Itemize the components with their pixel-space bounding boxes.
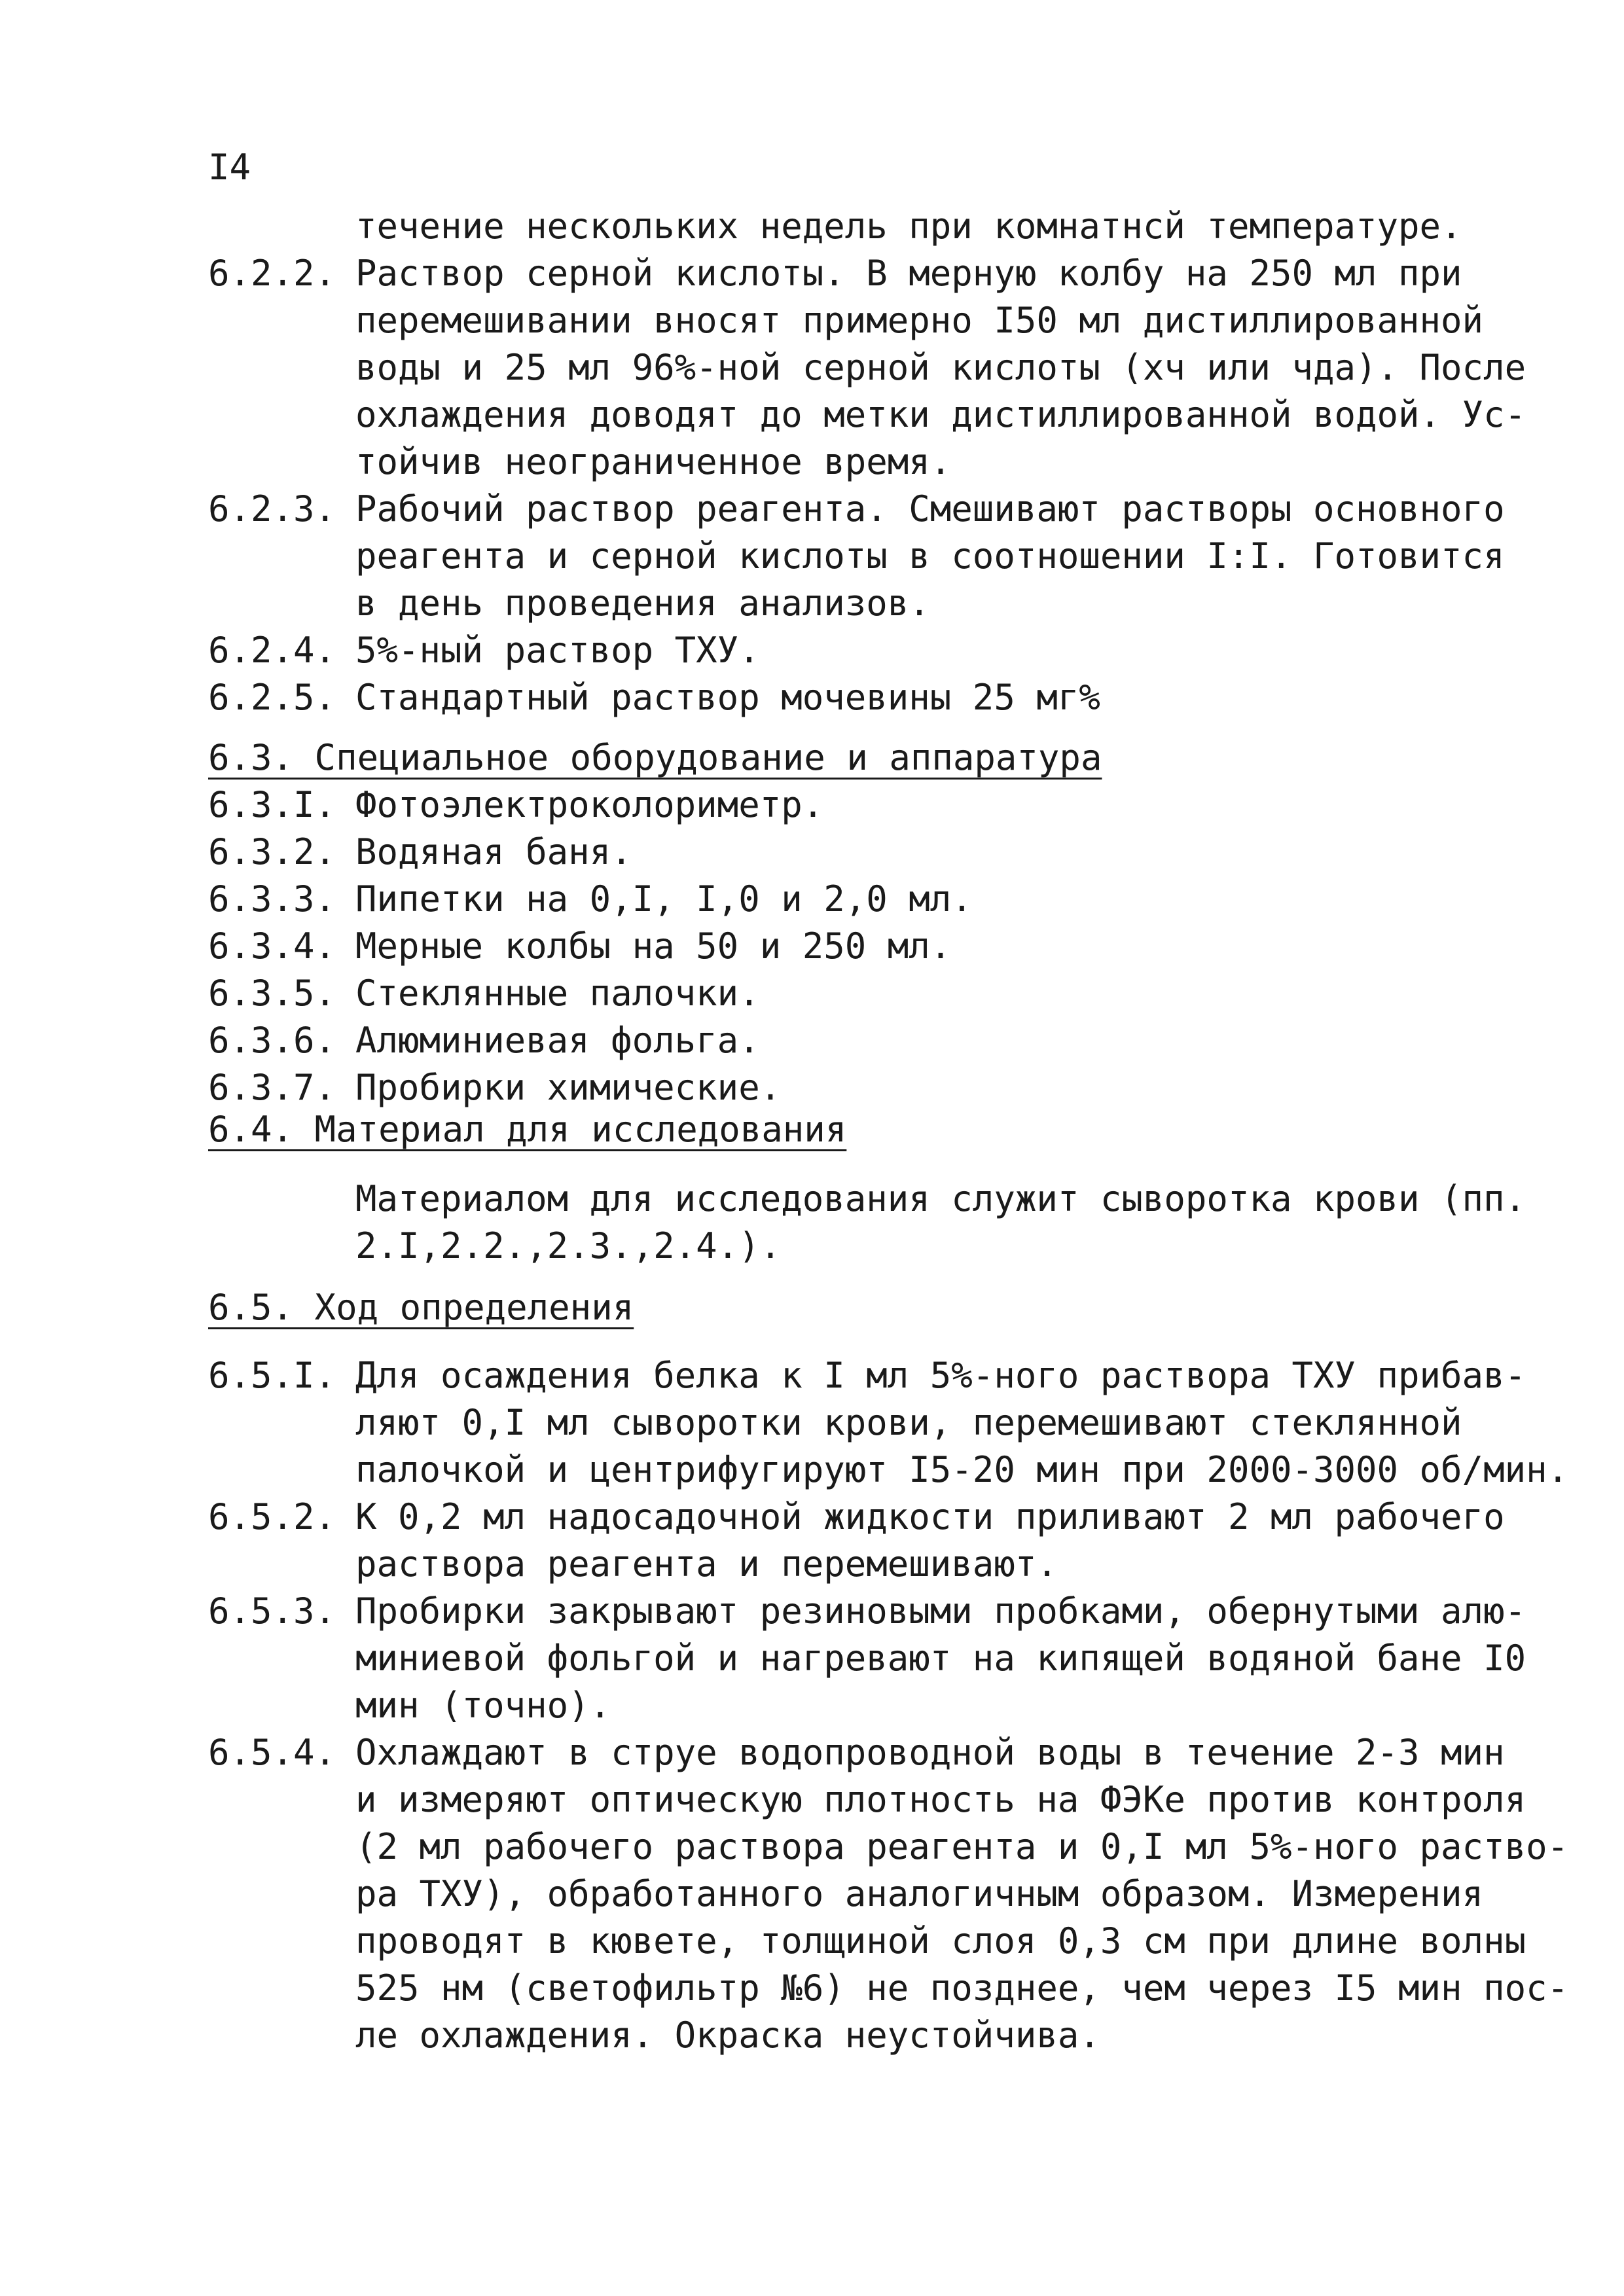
item-number: 6.3.7. [208, 1067, 336, 1108]
text-line: и измеряют оптическую плотность на ФЭКе против контроля [355, 1779, 1526, 1820]
text-line: раствора реагента и перемешивают. [355, 1543, 1058, 1585]
item-text [355, 1494, 1505, 1588]
text-line: воды и 25 мл 96%-ной серной кислоты (хч или чда). После [355, 347, 1526, 388]
item-number: 6.3.4. [208, 925, 336, 967]
text-line: Стандартный раствор мочевины 25 мг% [355, 677, 1100, 718]
item-number: 6.3.3. [208, 878, 336, 920]
item-text: Стеклянные палочки. [355, 973, 760, 1014]
list-item [208, 203, 1491, 250]
item-text [355, 627, 1491, 674]
text-line: Рабочий раствор реагента. Смешивают растворы основного [355, 488, 1505, 529]
item-text: Алюминиевая фольга. [355, 1020, 760, 1061]
item-text: Пипетки на 0,I, I,0 и 2,0 мл. [355, 878, 973, 920]
list-item-6-5-3 [208, 1588, 1526, 1729]
list-item-6-5-1 [208, 1352, 1569, 1494]
text-line: проводят в кювете, толщиной слоя 0,3 см при длине волны [355, 1920, 1526, 1962]
text-line: Раствор серной кислоты. В мерную колбу на 250 мл при [355, 253, 1462, 294]
section-heading-6-5: 6.5. Ход определения [208, 1287, 634, 1328]
item-text [355, 674, 1491, 721]
list-item-6-2-2 [208, 250, 1526, 486]
section-heading-6-4: 6.4. Материал для исследования [208, 1109, 847, 1150]
item-text [355, 486, 1505, 627]
item-number: 6.3.6. [208, 1020, 336, 1061]
text-line: Материалом для исследования служит сыворотка крови (пп. [355, 1178, 1526, 1219]
text-line: Для осаждения белка к I мл 5%-ного раствора ТХУ прибав- [355, 1355, 1526, 1396]
item-text: Фотоэлектроколориметр. [355, 784, 824, 825]
item-text: Водяная баня. [355, 831, 632, 872]
text-line: миниевой фольгой и нагревают на кипящей водяной бане I0 [355, 1638, 1526, 1679]
list-item-6-2-5 [208, 674, 1491, 721]
item-number: 6.5.I. [208, 1355, 336, 1396]
text-line: мин (точно). [355, 1685, 611, 1726]
page-number: I4 [208, 147, 251, 188]
item-text [355, 1588, 1526, 1729]
item-text [355, 1352, 1568, 1494]
item-text: Пробирки химические. [355, 1067, 782, 1108]
list-item [208, 876, 1491, 923]
section-6-5-list [208, 1352, 1569, 2059]
list-item [208, 1064, 1491, 1111]
item-number: 6.2.3. [208, 488, 336, 529]
item-text: Мерные колбы на 50 и 250 мл. [355, 925, 952, 967]
intro-line: течение нескольких недель при комнатнсй температуре. [355, 206, 1462, 247]
text-line: ра ТХУ), обработанного аналогичным образом. Измерения [355, 1873, 1484, 1914]
section-6-2-list [208, 250, 1526, 721]
item-number: 6.5.4. [208, 1732, 336, 1773]
text-line: перемешивании вносят примерно I50 мл дистиллированной [355, 300, 1484, 341]
text-line: Охлаждают в струе водопроводной воды в течение 2-3 мин [355, 1732, 1505, 1773]
list-item-6-5-2 [208, 1494, 1505, 1588]
text-line: реагента и серной кислоты в соотношении I:I. Готовится [355, 535, 1505, 577]
text-line: охлаждения доводят до метки дистиллированной водой. Ус- [355, 394, 1526, 435]
item-number: 6.2.4. [208, 630, 336, 671]
list-item [208, 829, 1491, 876]
text-line: К 0,2 мл надосадочной жидкости приливают 2 мл рабочего [355, 1496, 1505, 1537]
item-number: 6.2.5. [208, 677, 336, 718]
list-item [208, 781, 1491, 829]
item-number: 6.3.5. [208, 973, 336, 1014]
text-line: ляют 0,I мл сыворотки крови, перемешивают стеклянной [355, 1402, 1462, 1443]
item-number: 6.3.2. [208, 831, 336, 872]
item-number: 6.5.2. [208, 1496, 336, 1537]
list-item [208, 970, 1491, 1017]
text-line: в день проведения анализов. [355, 583, 930, 624]
item-text [355, 250, 1526, 486]
section-6-3-list [208, 781, 1491, 1111]
text-line: 5%-ный раствор ТХУ. [355, 630, 760, 671]
section-6-4-paragraph [355, 1175, 1526, 1270]
item-number: 6.5.3. [208, 1590, 336, 1632]
item-text [355, 1729, 1568, 2059]
list-item [208, 923, 1491, 970]
text-line: палочкой и центрифугируют I5-20 мин при 2000-3000 об/мин. [355, 1449, 1569, 1490]
list-item-6-2-3 [208, 486, 1505, 627]
list-item-6-5-4 [208, 1729, 1569, 2059]
text-line: Пробирки закрывают резиновыми пробками, обернутыми алю- [355, 1590, 1526, 1632]
item-number: 6.3.I. [208, 784, 336, 825]
section-heading-6-3: 6.3. Специальное оборудование и аппаратура [208, 737, 1102, 778]
text-line: 525 нм (светофильтр №6) не позднее, чем через I5 мин пос- [355, 1967, 1569, 2009]
list-item-6-2-4 [208, 627, 1491, 674]
text-line: (2 мл рабочего раствора реагента и 0,I мл 5%-ного раство- [355, 1826, 1569, 1867]
text-line: 2.I,2.2.,2.3.,2.4.). [355, 1225, 782, 1266]
list-item [208, 1017, 1491, 1064]
text-line: тойчив неограниченное время. [355, 441, 952, 482]
item-number: 6.2.2. [208, 253, 336, 294]
text-line: ле охлаждения. Окраска неустойчива. [355, 2015, 1100, 2056]
intro-block [208, 203, 1491, 250]
